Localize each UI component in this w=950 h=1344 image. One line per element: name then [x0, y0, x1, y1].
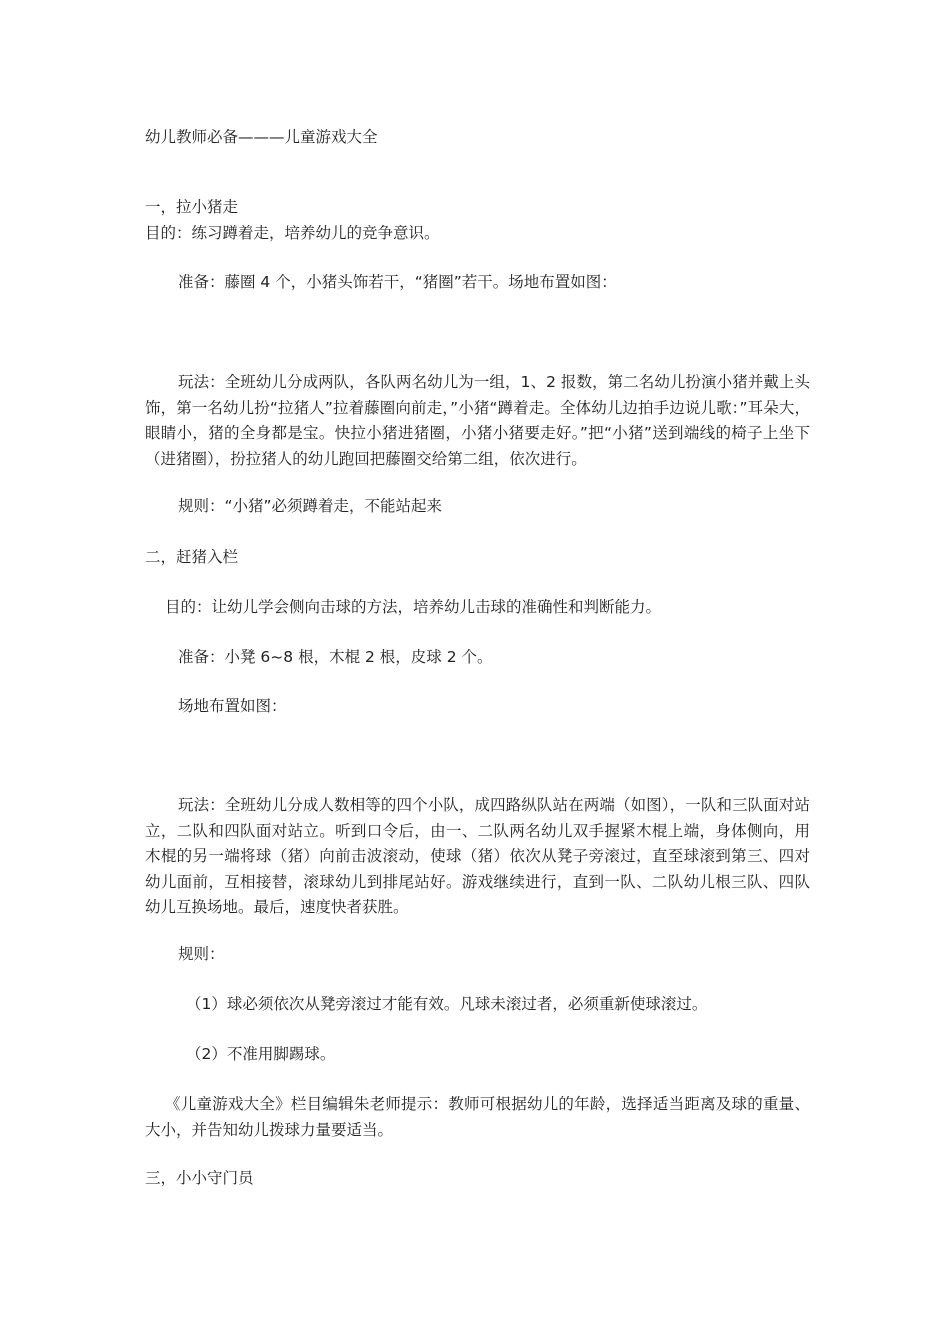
section2-prep: 准备：小凳 6~8 根，木棍 2 根，皮球 2 个。: [178, 648, 493, 666]
section1-prep: 准备：藤圈 4 个，小猪头饰若干，“猪圈”若干。场地布置如图：: [178, 273, 617, 291]
section2-tip: 《儿童游戏大全》栏目编辑朱老师提示：教师可根据幼儿的年龄，选择适当距离及球的重量、大小，并告知幼儿拨球力量要适当。: [145, 1095, 810, 1139]
section1-purpose: 目的：练习蹲着走，培养幼儿的竞争意识。: [145, 224, 440, 242]
section3-heading: 三，小小守门员: [145, 1169, 254, 1187]
section2-purpose: 目的：让幼儿学会侧向击球的方法，培养幼儿击球的准确性和判断能力。: [165, 598, 662, 616]
document-title: 幼儿教师必备———儿童游戏大全: [145, 128, 378, 146]
section1-play: 玩法：全班幼儿分成两队，各队两名幼儿为一组，1、2 报数，第二名幼儿扮演小猪并戴上头饰，第一名幼儿扮“拉猪人”拉着藤圈向前走，”小猪“蹲着走。全体幼儿边拍手边说儿歌：”耳朵大，眼睛小，猪的全身都是宝。快拉小猪进猪圈，小猪小猪要走好。”把“小猪”送到端线的椅子上坐下（进猪圈），扮拉猪人的幼儿跑回把藤圈交给第二组，依次进行。: [145, 373, 810, 468]
section2-heading: 二，赶猪入栏: [145, 548, 239, 566]
section2-layout: 场地布置如图：: [178, 697, 287, 715]
section2-rule2: （2）不准用脚踢球。: [186, 1045, 336, 1063]
section1-heading: 一，拉小猪走: [145, 198, 239, 216]
section2-rule1: （1）球必须依次从凳旁滚过才能有效。凡球未滚过者，必须重新使球滚过。: [186, 995, 708, 1013]
section2-play: 玩法：全班幼儿分成人数相等的四个小队，成四路纵队站在两端（如图），一队和三队面对站立，二队和四队面对站立。听到口令后，由一、二队两名幼儿双手握紧木棍上端，身体侧向，用木棍的另一端将球（猪）向前击波滚动，使球（猪）依次从凳子旁滚过，直至球滚到第三、四对幼儿面前，互相接替，滚球幼儿到排尾站好。游戏继续进行，直到一队、二队幼儿根三队、四队幼儿互换场地。最后，速度快者获胜。: [145, 796, 810, 916]
section2-rules-label: 规则：: [178, 945, 225, 963]
section1-rule: 规则：“小猪”必须蹲着走，不能站起来: [178, 497, 443, 515]
